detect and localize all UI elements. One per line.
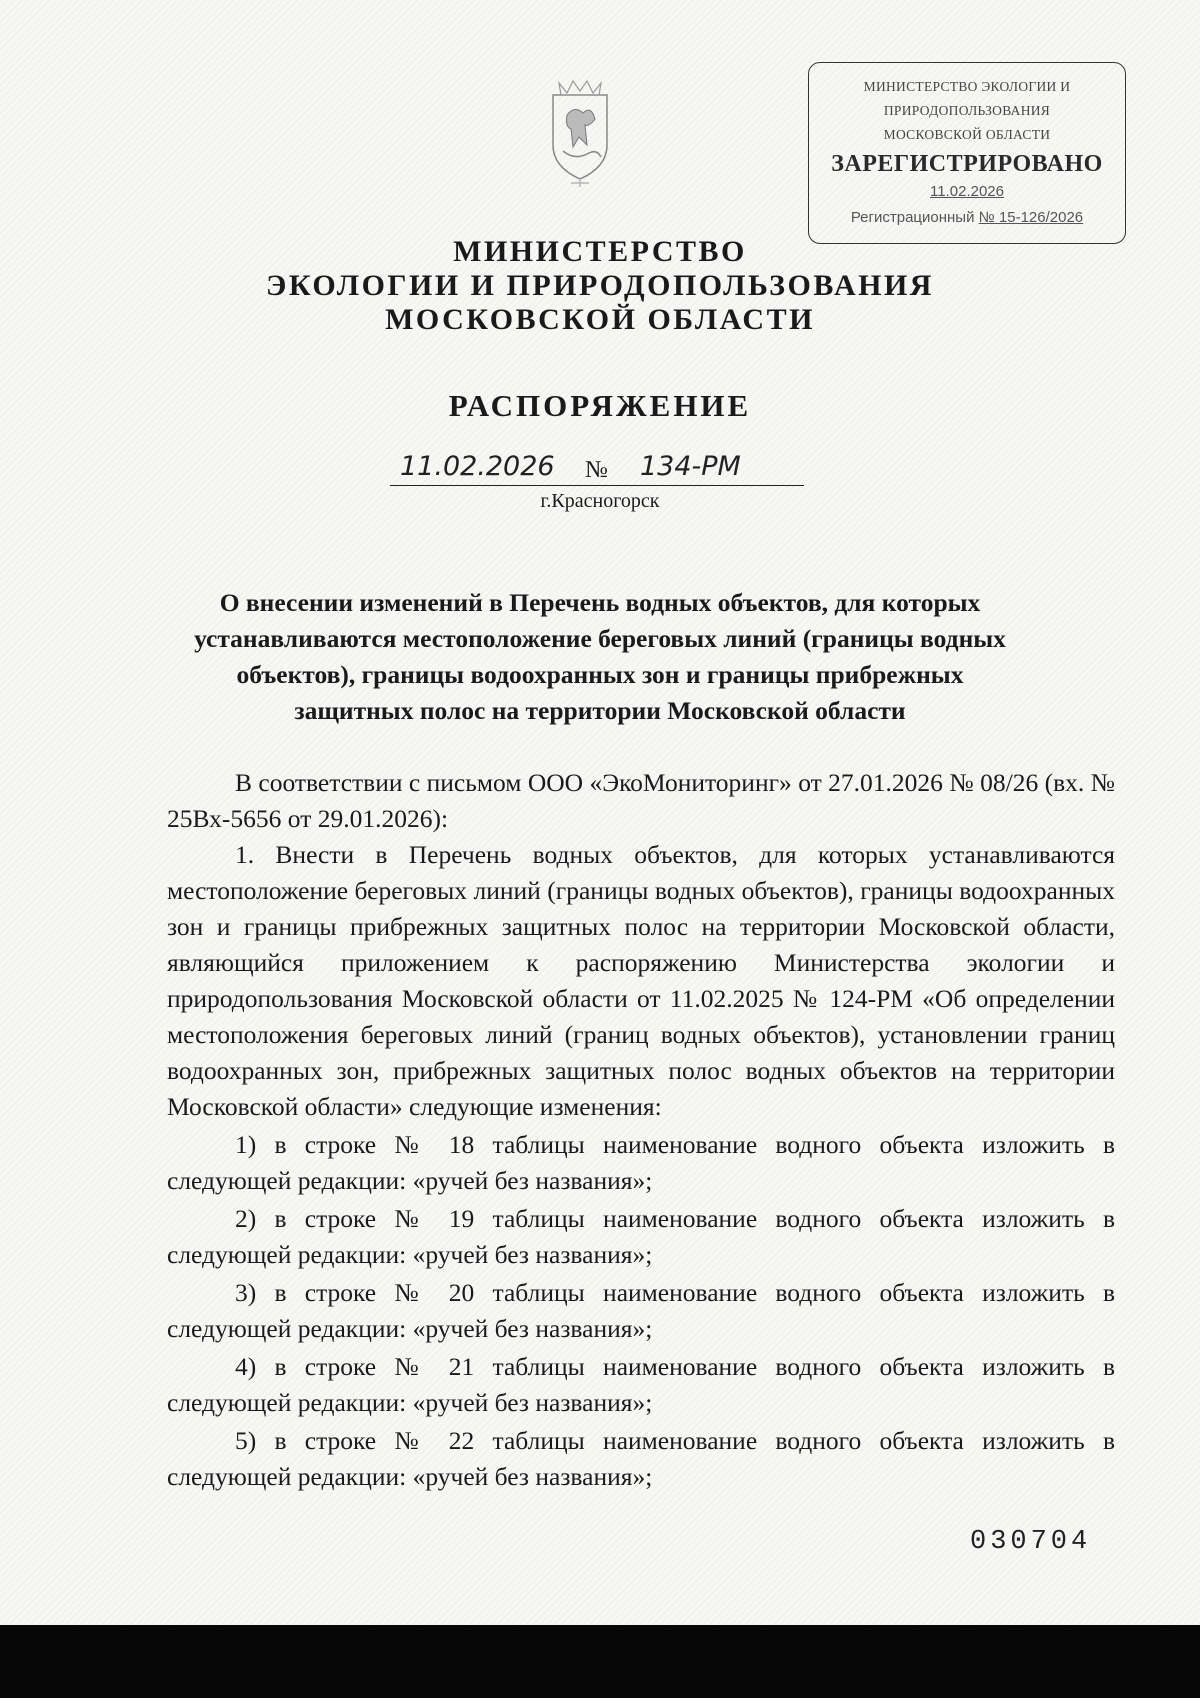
stamp-org-line: ПРИРОДОПОЛЬЗОВАНИЯ: [883, 103, 1051, 118]
list-item: 4) в строке № 21 таблицы наименование водного объекта изложить в следующей редакции: «ручей без названия»;: [167, 1352, 1115, 1417]
stamp-reg-label: Регистрационный: [850, 209, 975, 226]
stamp-organization: [809, 75, 1125, 147]
document-type: РАСПОРЯЖЕНИЕ: [448, 388, 752, 423]
stamp-org-line: МИНИСТЕРСТВО ЭКОЛОГИИ И: [863, 79, 1071, 94]
subject-line: О внесении изменений в Перечень водных объектов, для которых: [219, 588, 981, 617]
number-sign: №: [585, 457, 608, 483]
subject-line: объектов), границы водоохранных зон и границы прибрежных: [236, 660, 964, 689]
coat-of-arms-icon: [545, 75, 615, 190]
ministry-line: МИНИСТЕРСТВО: [453, 235, 747, 268]
stamp-org-line: МОСКОВСКОЙ ОБЛАСТИ: [883, 127, 1051, 142]
handwritten-date: 11.02.2026: [400, 451, 555, 482]
subject-line: устанавливаются местоположение береговых линий (границы водных: [194, 624, 1006, 653]
subject-line: защитных полос на территории Московской области: [294, 696, 906, 725]
registration-stamp: [808, 62, 1126, 244]
preamble: В соответствии с письмом ООО «ЭкоМониторинг» от 27.01.2026 № 08/26 (вх. № 25Вх-5656 от 29.01.2026):: [167, 768, 1115, 833]
ministry-line: ЭКОЛОГИИ И ПРИРОДОПОЛЬЗОВАНИЯ: [266, 269, 934, 302]
ministry-name: [200, 235, 1000, 337]
scan-bottom-edge: [0, 1625, 1200, 1698]
document-body: [167, 765, 1115, 1495]
date-number-line: [390, 451, 804, 486]
list-item: 1) в строке № 18 таблицы наименование водного объекта изложить в следующей редакции: «ручей без названия»;: [167, 1130, 1115, 1195]
list-item: 3) в строке № 20 таблицы наименование водного объекта изложить в следующей редакции: «ручей без названия»;: [167, 1278, 1115, 1343]
stamp-status: ЗАРЕГИСТРИРОВАНО: [831, 151, 1103, 177]
list-item: 5) в строке № 22 таблицы наименование водного объекта изложить в следующей редакции: «ручей без названия»;: [167, 1426, 1115, 1491]
document-code: 030704: [970, 1527, 1092, 1557]
point-1: 1. Внести в Перечень водных объектов, для которых устанавливаются местоположение береговых линий (границы водных объектов), границы водоохранных зон и границы прибрежных защитных полос на территории Московской области, являющийся приложением к распоряжению Министерства экологии и природопользования Московской области от 11.02.2025 № 124-РМ «Об определении местоположения береговых линий (границ водных объектов), установлении границ водоохранных зон, прибрежных защитных полос водных объектов на территории Московской области» следующие изменения:: [167, 840, 1115, 1121]
stamp-reg-number: [809, 209, 1125, 226]
list-item: 2) в строке № 19 таблицы наименование водного объекта изложить в следующей редакции: «ручей без названия»;: [167, 1204, 1115, 1269]
document-subject: [160, 585, 1040, 729]
city: г.Красногорск: [540, 490, 660, 512]
ministry-line: МОСКОВСКОЙ ОБЛАСТИ: [385, 303, 815, 336]
handwritten-number: 134-РМ: [640, 451, 741, 482]
stamp-date: 11.02.2026: [930, 183, 1004, 200]
stamp-reg-value: № 15-126/2026: [978, 209, 1084, 226]
